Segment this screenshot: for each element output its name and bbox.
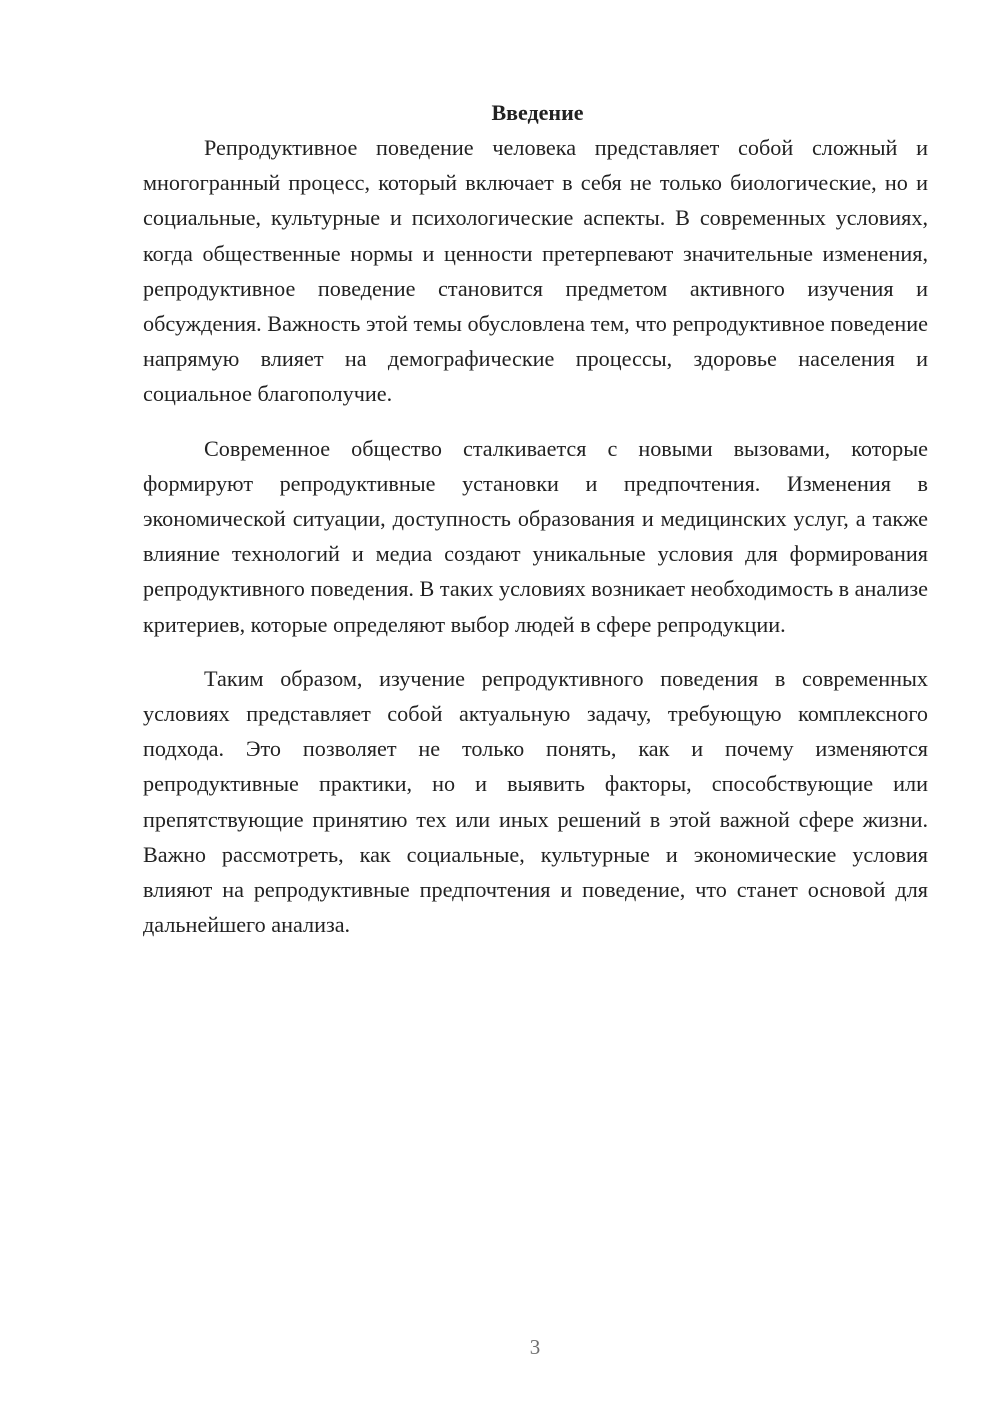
paragraph-3: Таким образом, изучение репродуктивного поведения в современных условиях представляет собой актуальную задачу, требующую комплексного подхода. Это позволяет не только понять, как и почему изменяются репродуктивные практики, но и выявить факторы, способствующие или препятствующие принятию тех или иных решений в этой важной сфере жизни. Важно рассмотреть, как социальные, культурные и экономические условия влияют на репродуктивные предпочтения и поведение, что станет основой для дальнейшего анализа. bbox=[143, 665, 928, 938]
page-content bbox=[143, 95, 928, 942]
section-title: Введение bbox=[491, 100, 584, 125]
paragraph-1: Репродуктивное поведение человека представляет собой сложный и многогранный процесс, который включает в себя не только биологические, но и социальные, культурные и психологические аспекты. В современных условиях, когда общественные нормы и ценности претерпевают значительные изменения, репродуктивное поведение становится предметом активного изучения и обсуждения. Важность этой темы обусловлена тем, что репродуктивное поведение напрямую влияет на демографические процессы, здоровье населения и социальное благополучие. bbox=[143, 135, 928, 407]
paragraph-2: Современное общество сталкивается с новыми вызовами, которые формируют репродуктивные установки и предпочтения. Изменения в экономической ситуации, доступность образования и медицинских услуг, а также влияние технологий и медиа создают уникальные условия для формирования репродуктивного поведения. В таких условиях возникает необходимость в анализе критериев, которые определяют выбор людей в сфере репродукции. bbox=[143, 435, 928, 637]
page-number: 3 bbox=[529, 1335, 541, 1359]
